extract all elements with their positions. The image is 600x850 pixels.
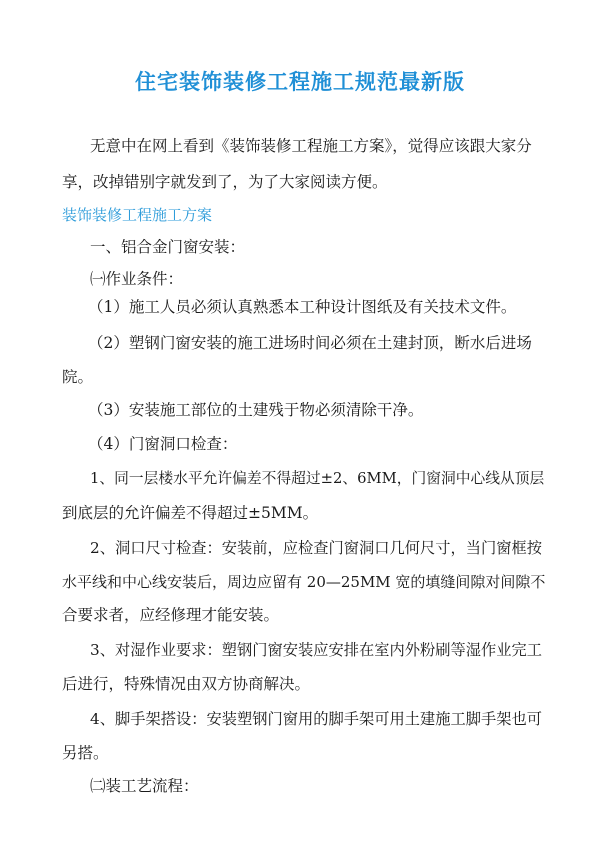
item-2-line-2: 院。 <box>62 368 94 386</box>
section-heading-1: 一、铝合金门窗安装： <box>90 238 246 256</box>
point-4-line-1: 4、脚手架搭设：安装塑钢门窗用的脚手架可用土建施工脚手架也可 <box>90 710 542 728</box>
item-2-line-1: （2）塑钢门窗安装的施工进场时间必须在土建封顶，断水后进场 <box>88 334 532 352</box>
point-3-line-1: 3、对湿作业要求：塑钢门窗安装应安排在室内外粉刷等湿作业完工 <box>90 641 542 659</box>
point-1-line-1: 1、同一层楼水平允许偏差不得超过±2、6MM，门窗洞中心线从顶层 <box>90 470 545 487</box>
item-1: （1）施工人员必须认真熟悉本工种设计图纸及有关技术文件。 <box>88 298 517 316</box>
point-2-line-1: 2、洞口尺寸检查：安装前，应检查门窗洞口几何尺寸，当门窗框按 <box>90 539 542 557</box>
item-4: （4）门窗洞口检查： <box>88 435 238 453</box>
subheading: 装饰装修工程施工方案 <box>62 206 213 224</box>
point-2-line-2: 水平线和中心线安装后，周边应留有 20—25MM 宽的填缝间隙对间隙不 <box>62 573 546 591</box>
intro-line-1: 无意中在网上看到《装饰装修工程施工方案》，觉得应该跟大家分 <box>90 137 532 155</box>
subsection-heading-1: ㈠作业条件： <box>90 270 184 288</box>
item-3: （3）安装施工部位的土建残于物必须清除干净。 <box>88 401 424 419</box>
subsection-heading-2: ㈡装工艺流程： <box>90 777 199 795</box>
point-1-line-2: 到底层的允许偏差不得超过±5MM。 <box>62 504 319 522</box>
point-2-line-3: 合要求者，应经修理才能安装。 <box>62 606 280 624</box>
intro-line-2: 享，改掉错别字就发到了，为了大家阅读方便。 <box>62 173 388 191</box>
point-3-line-2: 后进行，特殊情况由双方协商解决。 <box>62 675 311 693</box>
document-title: 住宅装饰装修工程施工规范最新版 <box>135 70 465 94</box>
point-4-line-2: 另搭。 <box>62 744 109 762</box>
